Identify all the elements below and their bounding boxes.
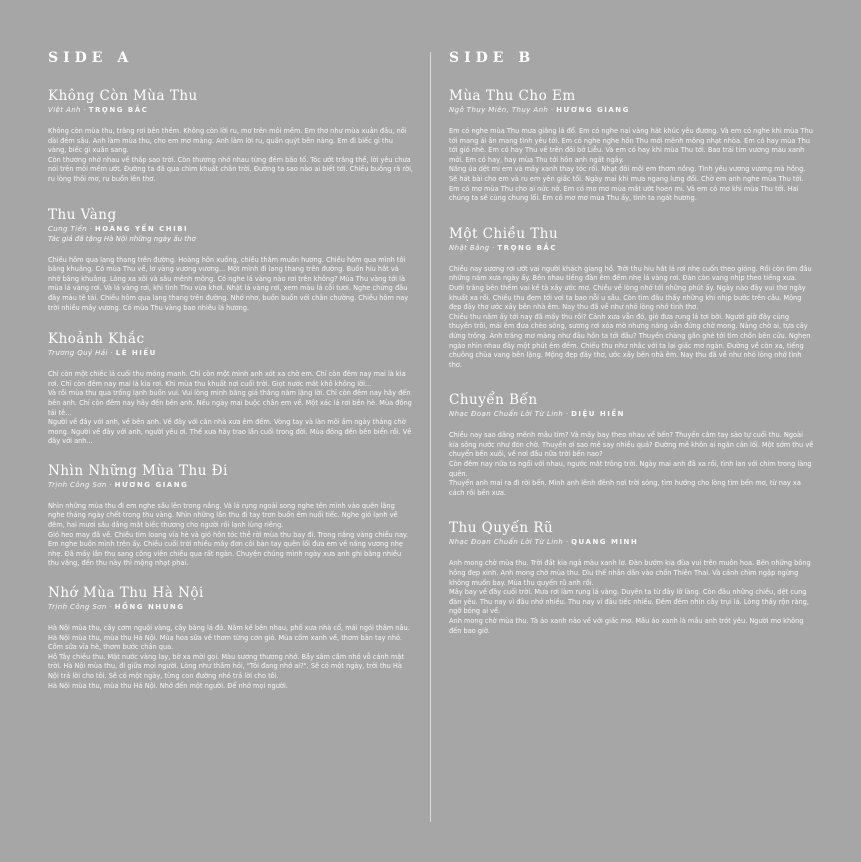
song-lyrics	[48, 127, 413, 185]
lyrics-paragraph: Thuyền anh mai ra đi rời bến. Mình anh lênh đênh nơi trời sóng, tìm hướng cho lòng tìm bến mơ, từ nay xa cách rồi bến xưa.	[449, 479, 801, 497]
song-title: Một Chiều Thu	[449, 225, 559, 242]
song-composer: Nhạc Đoạn Chuẩn Lời Từ Linh	[449, 538, 564, 547]
lyrics-paragraph: Nắng úa dệt mi em và mây xanh thay tóc rối. Nhạt đôi môi em thơm nồng. Tình yêu vương vương mà hồng. Sẽ hát bài cho em và ru em yên giấc tối. Ngày mai khi mưa ngang lưng đồi. Chờ em anh nghe mùa Thu tới. Em có mơ mùa Thu cho ai nức nở. Em có mơ mơ mùa mắt ướt hoen mi. Và em có mơ khi mùa Thu tới. Hai chúng ta sẽ cùng chung lối. Em có mơ mơ mùa Thu ấy, tình ta ngát hương.	[449, 165, 806, 203]
song-lyrics	[48, 370, 413, 447]
song-block	[449, 226, 814, 371]
song-note: Tác giả đã tặng Hà Nội những ngày ấu thơ	[48, 234, 196, 243]
song-title: Nhớ Mùa Thu Hà Nội	[48, 585, 204, 602]
song-composer: Ngô Thụy Miên, Thụy Anh	[449, 106, 549, 114]
lyrics-paragraph: Anh mong chờ mùa thu. Trời đất kia ngả màu xanh lơ. Đàn bướm kia đùa vui trên muôn hoa. Bên những bông hồng đẹp xinh. Anh mong chờ mùa thu. Dìu thế nhân dần vào chốn Thiên Thai. Và cảnh chìm ngập ngừng không muốn bay. Mùa thu quyến rũ anh rồi.	[449, 559, 811, 587]
song-lyrics	[48, 502, 413, 569]
song-credit	[48, 224, 413, 234]
lyrics-paragraph: Chiều nay sao dâng mênh mâu tím? Và mây bay theo nhau về bến? Thuyền cắm tay sào tự cuối thu. Ngoài kia sông nước như đón chờ. Thuyền ơi sao mê say nhiều quá? Đường mê khôn ai ngăn cản lối. Một sớm thu về chuyển bến xuôi, về nơi đầu nữa trời bến nao?	[449, 431, 814, 459]
song-singer: TRỌNG BẮC	[88, 106, 149, 114]
song-credit	[449, 537, 814, 547]
song-singer: TRỌNG BẮC	[497, 243, 557, 252]
lyrics-paragraph: Chiều thu năm ấy tới nay đã mấy thu rồi? Cảnh xưa vẫn đó, gió đưa rung lá tơi bời. Người giờ đây cùng thuyền trôi, mái êm đưa chèo sông, sương rơi xóa mờ nhưng năng vẫn đứng chờ mong. Nàng chờ ai, tựa cây đứng trông. Ánh trăng mơ màng như đâu hồn ta tới đâu? Thuyền chàng gần ghé tới tìm chốn bên cửu. Nghẹn ngào nhìn nhau đây một phút êm đềm. Chiều thu như nhắc với ta lại giấc mơ ngàn. Đường về còn xa, tiếng chuông chùa vang bên lặng. Mộng đẹp đây thơ, ước xây bên nhà êm. Nay thu đã về như nhỏ lòng nhớ tình thơ.	[449, 312, 811, 369]
song-composer: Trịnh Công Sơn	[48, 480, 107, 489]
side-b-column	[449, 50, 814, 636]
lyrics-paragraph: Hà Nội mùa thu, cây cơm nguội vàng, cây bàng lá đỏ. Nằm kề bên nhau, phố xưa nhà cổ, mái ngói thâm nâu. Hà Nội mùa thu, mùa thu Hà Nội. Mùa hoa sữa về thơm từng cơn gió. Mùa cốm xanh về, thơm bàn tay nhỏ. Cốm sữa vỉa hè, thơm bước chân qua.	[48, 624, 410, 652]
song-title: Thu Quyến Rũ	[449, 520, 554, 537]
lyrics-paragraph: Người về đây với anh, về bên anh. Về đây với căn nhà xưa êm đềm. Vòng tay và làn môi ấm ngày tháng chờ mong. Người về đây với anh, người yêu ơi. Thế xưa hãy trao lần cuối trong đời. Mùa đông đến bên biển rồi. Về đây với anh...	[48, 418, 412, 446]
song-credit	[449, 105, 814, 115]
song-title: Khoảnh Khắc	[48, 331, 145, 348]
song-block	[48, 88, 413, 185]
song-composer: Trương Quý Hải	[48, 349, 108, 358]
lyrics-paragraph: Mây bay về đây cuối trời. Mưa rơi làm rụng lá vàng. Duyên ta từ đây lỡ làng. Còn đâu những chiều, dệt cung đàn yêu. Thu nay vì đâu nhớ nhiều. Thu nay vì đâu tiếc nhiều. Đêm đêm nhìn cây trụi lá. Lòng thấy rộn ràng, ngỡ bóng ai về.	[449, 588, 809, 616]
credit-separator: ·	[107, 349, 116, 358]
song-lyrics	[449, 559, 814, 636]
song-block	[48, 207, 413, 314]
lyrics-paragraph: Còn đêm nay nữa ta ngồi với nhau, ngước mắt trông trời. Ngày mai anh đã xa rồi, tình lan với chim trong làng quên.	[449, 460, 812, 478]
song-block	[449, 88, 814, 204]
song-block	[48, 331, 413, 447]
song-singer: LÊ HIẾU	[115, 349, 157, 358]
song-singer: HƯƠNG GIANG	[556, 106, 630, 114]
credit-separator: ·	[106, 480, 115, 489]
side-a-title: SIDE A	[48, 50, 134, 66]
song-title: Chuyển Bến	[449, 392, 538, 409]
song-credit	[449, 243, 814, 253]
song-block	[449, 520, 814, 636]
song-block	[48, 463, 413, 569]
lyrics-paragraph: Anh mong chờ mùa thu. Tà áo xanh nào về với giấc mơ. Mầu áo xanh là mầu anh trót yêu. Người mơ không đến bao giờ.	[449, 617, 804, 635]
song-lyrics	[48, 256, 413, 314]
song-composer: Nhạc Đoạn Chuẩn Lời Từ Linh	[449, 410, 564, 419]
lyrics-paragraph: Và rồi mùa thu qua trống lạnh buồn vui. Vui lòng mình bằng giá thắng năm lặng lời. Chỉ còn đêm nay hãy đến bên anh. Chỉ còn đêm nay hãy đến bên anh. Nếu ngày mai buộc chân em về. Một xác lá rơi bên hè. Mùa đông tái tê...	[48, 389, 412, 417]
credit-separator: ·	[80, 106, 89, 114]
lyrics-paragraph: Hà Nội mùa thu, mùa thu Hà Nội. Nhớ đến một người. Để nhớ mọi người.	[48, 681, 288, 690]
song-singer: HƯƠNG GIANG	[114, 480, 189, 489]
song-singer: HOÀNG YẾN CHIBI	[94, 224, 189, 233]
credit-separator: ·	[106, 603, 115, 612]
credit-separator: ·	[563, 410, 572, 419]
song-singer: QUANG MINH	[571, 538, 639, 547]
song-title: Không Còn Mùa Thu	[48, 88, 198, 104]
song-composer: Nhật Bằng	[449, 243, 490, 252]
song-block	[449, 392, 814, 498]
song-composer: Việt Anh	[48, 106, 81, 114]
song-credit	[48, 480, 413, 490]
credit-separator: ·	[548, 106, 557, 114]
song-lyrics	[48, 624, 413, 691]
lyrics-paragraph: Nhìn những mùa thu đi em nghe sầu lên trong nắng. Và lá rụng ngoài song nghe tên mình vào quên lãng nghe tháng ngày chết trong thu vàng. Nhìn những lần thu đi tay trơn buồn êm nuối tiếc. Nghe gió lạnh về đêm, hai mươi sầu dâng mắt biếc thương cho người rồi lạnh lùng riêng.	[48, 501, 398, 530]
column-divider	[430, 52, 431, 822]
song-singer: HỒNG NHUNG	[114, 603, 185, 612]
song-credit	[449, 409, 814, 419]
song-composer: Trịnh Công Sơn	[48, 603, 107, 612]
song-title: Thu Vàng	[48, 206, 117, 223]
lyrics-paragraph: Không còn mùa thu, trăng rơi bên thềm. Không còn lời ru, mơ trên môi mềm. Em thơ như mùa xuân đầu, nối dài đêm sâu. Anh làm mùa thu, cho em mơ màng. Anh làm lời ru, quấn quýt bên nàng. Em đi biếc gì thu vàng, biếc gì xuân sang.	[48, 127, 407, 155]
lyrics-paragraph: Chiều nay sương rơi ướt vai người khách giang hồ. Trời thu hiu hắt lá rơi nhẹ cuốn theo gióng. Rồi còn tìm đâu những năm xưa ngày ấy. Bên nhau tiếng đàn êm đềm nhẹ lá vàng rơi. Đàn còn vang nhịp theo tiếng xưa. Dưới trăng bên thềm vai kề tà xây ước mơ. Chiều về lòng nhớ tới những phút ấy. Ngày nào đây vui thơ ngây khuất xa rồi. Chiều thu đem tới vơi ta bao nỗi u sầu. Còn tìm đâu thấy những khi nhịp bước trên cầu. Mộng đẹp đây thơ ước xây bên nhà êm. Nay thu đã về như nhỏ lòng nhớ tình thơ.	[449, 264, 812, 312]
song-credit	[48, 348, 413, 358]
song-credit	[48, 602, 413, 612]
song-title: Mùa Thu Cho Em	[449, 88, 576, 104]
song-credit	[48, 105, 413, 115]
side-a-column	[48, 50, 413, 691]
song-singer: DIỆU HIỀN	[571, 410, 626, 419]
lyrics-paragraph: Chỉ còn một chiếc lá cuối thu mỏng manh. Chỉ còn một mình anh xót xa chờ em. Chỉ còn đêm nay mai là kia rơi. Chỉ còn đêm nay mai là kia rơi. Khi mùa thu khuất nơi cuối trời. Giọt nước mắt khô không lời...	[48, 370, 406, 388]
song-block	[48, 585, 413, 691]
song-lyrics	[449, 265, 814, 371]
lyrics-paragraph: Gió heo may đã về. Chiều tím loang vỉa hè và gió hôn tóc thề rời mùa thu bay đi. Trong nắng vàng chiều nay. Em nghe buồn mình trên ấy. Chiều cuối trời nhiều mây đơn côi bàn tay quên lối đưa em về nắng vương nhẹ nhẹ. Đã mấy lần thu sang cõng viên chiều qua rất ngàn. Chuyện chúng mình ngày xưa anh ghi bằng nhiều thu vắng, đến thu này thì mộng nhạt phai.	[48, 530, 409, 568]
side-b-title: SIDE B	[449, 50, 536, 66]
song-lyrics	[449, 431, 814, 498]
credit-separator: ·	[87, 224, 95, 233]
song-composer: Cung Tiến	[48, 224, 87, 233]
side-b-song-list	[449, 88, 814, 636]
song-title: Nhìn Những Mùa Thu Đi	[48, 462, 228, 479]
lyrics-paragraph: Hồ Tây chiều thu. Mặt nước vàng lay, bờ xa mời gọi. Màu sương thương nhớ. Bầy sâm cầm nhỏ vỗ cánh mặt trời. Hà Nội mùa thu, đi giữa mọi người. Lòng như thầm hỏi, "Tôi đang nhớ ai?". Sẽ có một ngày, trời thu Hà Nội trả lời cho tôi. Sẽ có một ngày, từng con đường nhỏ trả lời cho tôi.	[48, 652, 404, 680]
credit-separator: ·	[489, 243, 498, 252]
lyrics-paragraph: Em có nghe mùa Thu mưa giăng lá đổ. Em có nghe nai vàng hát khúc yêu đương. Và em có nghe khi mùa Thu tới mang ái ân mang tình yêu tới. Em có nghe nghe hồn Thu mới mênh mông nhạt nhòa. Em có hay mùa Thu tới gió nhè. Em có hay Thu về trên đôi bờ Liễu. Và em có hay khi mùa Thu tới. Bao trái tim vương màu xanh mới. Em có hay, hay mùa Thu tới hôn anh ngất ngây.	[449, 127, 813, 164]
side-a-song-list	[48, 88, 413, 691]
lyrics-paragraph: Chiều hôm qua lang thang trên đường. Hoàng hôn xuống, chiều thắm muôn hương. Chiều hôm qua mình tôi bâng khuâng. Có mùa Thu về, lơ vàng vương vương... Một mình đi lang thang trên đường. Buồn hiu hắt và nhớ bâng khuâng. Lòng xa xôi và sâu mênh mông. Có nghe lá vàng nào rơi trên không? Mùa Thu vàng tới là mùa lá vàng rơi. Và lá vàng rơi, khi tình Thu vừa khơi. Nhặt lá vàng rơi, xem màu lá cỗi tươi. Nghe chừng đâu đây màu tê tái. Chiều hôm qua lang thang trên đường. Nhớ nhơ, buồn buồn với chân chường. Chiều hôm nay trời nhiều mây vương. Có mùa Thu vàng bao nhiêu lá hương.	[48, 255, 409, 312]
song-lyrics	[449, 127, 814, 204]
credit-separator: ·	[563, 538, 572, 547]
lyrics-paragraph: Còn thương nhớ nhau về thắp sao trời. Còn thương nhớ nhau từng đêm bão tố. Tóc ướt trắng thề, lời yêu chưa nói trên môi mềm ướt. Đường ta đã qua chìm khuất chân trời. Đường ta sao nào ai biết tới. Chiều buông rã rời, ru lòng thôi mơ, ru buồn lên thơ.	[48, 155, 414, 183]
